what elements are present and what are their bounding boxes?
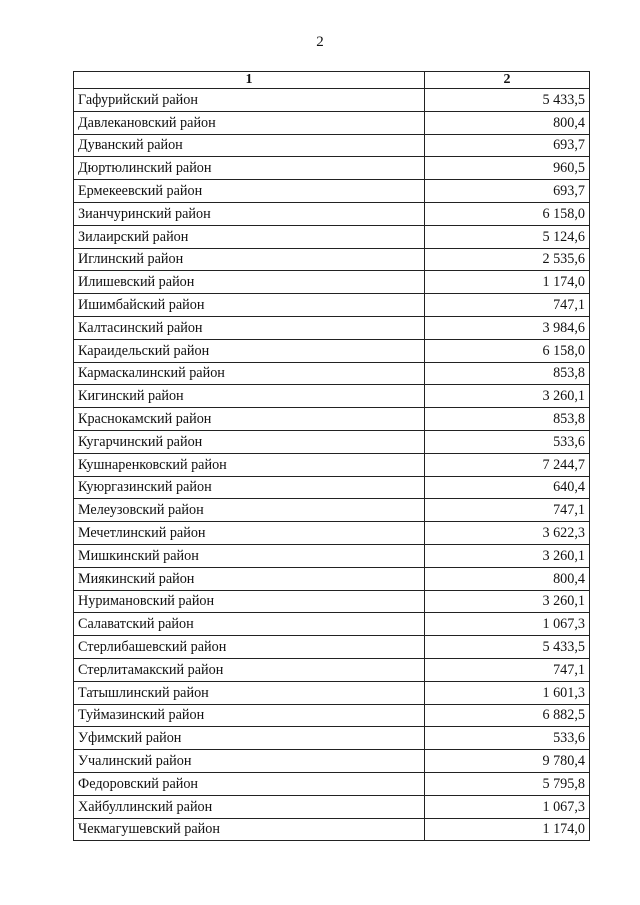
table-row — [74, 294, 590, 317]
district-value-cell: 5 433,5 — [425, 89, 590, 112]
district-value-cell: 533,6 — [425, 430, 590, 453]
district-name-cell: Дюртюлинский район — [74, 157, 425, 180]
table-row — [74, 271, 590, 294]
district-name-cell: Калтасинский район — [74, 316, 425, 339]
district-name-cell: Мишкинский район — [74, 544, 425, 567]
district-value-cell: 747,1 — [425, 658, 590, 681]
district-name-cell: Учалинский район — [74, 750, 425, 773]
district-name-cell: Стерлибашевский район — [74, 636, 425, 659]
table-row — [74, 750, 590, 773]
district-name-cell: Зианчуринский район — [74, 202, 425, 225]
district-value-cell: 1 067,3 — [425, 795, 590, 818]
district-values-table — [73, 71, 590, 841]
district-name-cell: Кигинский район — [74, 385, 425, 408]
district-name-cell: Кушнаренковский район — [74, 453, 425, 476]
district-value-cell: 3 260,1 — [425, 590, 590, 613]
district-value-cell: 1 601,3 — [425, 681, 590, 704]
table-row — [74, 590, 590, 613]
table-row — [74, 248, 590, 271]
table-row — [74, 134, 590, 157]
district-value-cell: 3 260,1 — [425, 544, 590, 567]
district-name-cell: Караидельский район — [74, 339, 425, 362]
district-value-cell: 9 780,4 — [425, 750, 590, 773]
table-row — [74, 613, 590, 636]
district-value-cell: 3 984,6 — [425, 316, 590, 339]
district-name-cell: Мелеузовский район — [74, 499, 425, 522]
district-value-cell: 6 158,0 — [425, 339, 590, 362]
district-value-cell: 640,4 — [425, 476, 590, 499]
district-name-cell: Чекмагушевский район — [74, 818, 425, 841]
table-row — [74, 180, 590, 203]
table-row — [74, 795, 590, 818]
district-value-cell: 5 124,6 — [425, 225, 590, 248]
table-row — [74, 567, 590, 590]
table-header-row — [74, 72, 590, 89]
district-value-cell: 5 795,8 — [425, 772, 590, 795]
table-row — [74, 111, 590, 134]
table-row — [74, 544, 590, 567]
district-name-cell: Салаватский район — [74, 613, 425, 636]
district-value-cell: 1 174,0 — [425, 818, 590, 841]
district-name-cell: Нуримановский район — [74, 590, 425, 613]
district-value-cell: 800,4 — [425, 567, 590, 590]
district-name-cell: Илишевский район — [74, 271, 425, 294]
table-row — [74, 681, 590, 704]
district-name-cell: Краснокамский район — [74, 408, 425, 431]
district-value-cell: 7 244,7 — [425, 453, 590, 476]
table-row — [74, 430, 590, 453]
district-value-cell: 960,5 — [425, 157, 590, 180]
table-row — [74, 339, 590, 362]
table-row — [74, 704, 590, 727]
district-value-cell: 1 174,0 — [425, 271, 590, 294]
table-row — [74, 522, 590, 545]
table-row — [74, 385, 590, 408]
page-number: 2 — [316, 34, 324, 50]
table-row — [74, 225, 590, 248]
district-value-cell: 693,7 — [425, 180, 590, 203]
district-name-cell: Федоровский район — [74, 772, 425, 795]
column-header-2: 2 — [425, 72, 590, 89]
district-value-cell: 533,6 — [425, 727, 590, 750]
district-value-cell: 6 882,5 — [425, 704, 590, 727]
district-name-cell: Мечетлинский район — [74, 522, 425, 545]
district-name-cell: Кугарчинский район — [74, 430, 425, 453]
table-row — [74, 453, 590, 476]
district-name-cell: Ермекеевский район — [74, 180, 425, 203]
district-value-cell: 853,8 — [425, 362, 590, 385]
district-value-cell: 693,7 — [425, 134, 590, 157]
district-name-cell: Туймазинский район — [74, 704, 425, 727]
district-value-cell: 2 535,6 — [425, 248, 590, 271]
district-value-cell: 747,1 — [425, 294, 590, 317]
district-name-cell: Дуванский район — [74, 134, 425, 157]
table-row — [74, 818, 590, 841]
table-row — [74, 636, 590, 659]
table-row — [74, 316, 590, 339]
district-value-cell: 747,1 — [425, 499, 590, 522]
district-name-cell: Куюргазинский район — [74, 476, 425, 499]
column-header-1: 1 — [74, 72, 425, 89]
district-value-cell: 3 260,1 — [425, 385, 590, 408]
district-name-cell: Зилаирский район — [74, 225, 425, 248]
district-name-cell: Ишимбайский район — [74, 294, 425, 317]
table-row — [74, 362, 590, 385]
table-row — [74, 157, 590, 180]
table-row — [74, 727, 590, 750]
district-name-cell: Кармаскалинский район — [74, 362, 425, 385]
district-value-cell: 800,4 — [425, 111, 590, 134]
table-row — [74, 202, 590, 225]
table-row — [74, 772, 590, 795]
district-value-cell: 853,8 — [425, 408, 590, 431]
district-name-cell: Татышлинский район — [74, 681, 425, 704]
district-value-cell: 6 158,0 — [425, 202, 590, 225]
district-name-cell: Давлекановский район — [74, 111, 425, 134]
district-name-cell: Стерлитамакский район — [74, 658, 425, 681]
table-row — [74, 658, 590, 681]
district-name-cell: Миякинский район — [74, 567, 425, 590]
district-value-cell: 3 622,3 — [425, 522, 590, 545]
district-name-cell: Иглинский район — [74, 248, 425, 271]
table-body — [74, 89, 590, 841]
table-row — [74, 408, 590, 431]
district-name-cell: Хайбуллинский район — [74, 795, 425, 818]
table-row — [74, 499, 590, 522]
district-value-cell: 5 433,5 — [425, 636, 590, 659]
district-name-cell: Уфимский район — [74, 727, 425, 750]
district-value-cell: 1 067,3 — [425, 613, 590, 636]
table-row — [74, 89, 590, 112]
table-row — [74, 476, 590, 499]
district-name-cell: Гафурийский район — [74, 89, 425, 112]
